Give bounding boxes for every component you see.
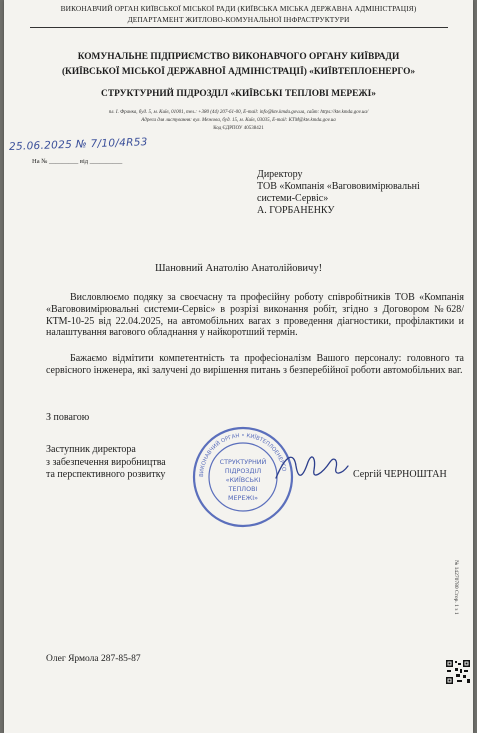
stamp-line5: МЕРЕЖІ»	[227, 494, 259, 502]
stamp-line4: ТЕПЛОВІ	[228, 485, 258, 493]
signatory-name: Сергій ЧЕРНОШТАН	[353, 469, 447, 480]
header-authority: ВИКОНАВЧИЙ ОРГАН КИЇВСЬКОЇ МІСЬКОЇ РАДИ (КИЇВСЬКА МІСЬКА ДЕРЖАВНА АДМІНІСТРАЦІЯ)	[60, 4, 417, 13]
signatory-line1: Заступник директора	[46, 444, 136, 455]
handwritten-signature	[272, 448, 352, 488]
paragraph-1-text: Висловлюємо подяку за своєчасну та професійну роботу співробітників ТОВ «Компанія «Вагововимірювальні системи-Сервіс» в розрізі виконання робіт, згідно з Договором №628/КТМ-10-25 від 22.04.2025, на автомобільних вагах з проведення діагностики, профілактики и налаштування вагового обладнання у найкоротший термін.	[46, 292, 464, 339]
address-line2: Адреса для листування: вул. Межова, буд. 15, м. Київ, 03035, E-mail: KTM@kte.kmda.gov.ua	[141, 118, 336, 123]
header-department: ДЕПАРТАМЕНТ ЖИТЛОВО-КОМУНАЛЬНОЇ ІНФРАСТРУКТУРИ	[127, 15, 350, 24]
stamp-ring-text: ВИКОНАВЧИЙ ОРГАН • КИЇВТЕПЛОЕНЕРГО	[198, 432, 287, 478]
unit-name: СТРУКТУРНИЙ ПІДРОЗДІЛ «КИЇВСЬКІ ТЕПЛОВІ МЕРЕЖІ»	[101, 89, 376, 99]
body-paragraph-1	[46, 292, 464, 339]
paragraph-2-text: Бажаємо відмітити компетентність та професіоналізм Вашого персоналу: головного та сервісного інженера, які залучені до вирішення питань з безперебійної роботи автомобільних ваг.	[46, 353, 464, 376]
ref-label-no: На №	[32, 158, 48, 165]
recipient-block	[257, 169, 420, 217]
org-name-line2: (КИЇВСЬКОЇ МІСЬКОЇ ДЕРЖАВНОЇ АДМІНІСТРАЦІЇ) «КИЇВТЕПЛОЕНЕРГО»	[61, 67, 416, 77]
stamp-line1: СТРУКТУРНИЙ	[219, 458, 267, 466]
recipient-name: А. ГОРБАНЕНКУ	[257, 205, 335, 216]
ref-blank-no: _________	[49, 158, 79, 165]
edrpou-code: Код ЄДРПОУ 40538421	[213, 126, 264, 131]
page-side-code: № 14270780 Стор. 1 з 1	[453, 560, 459, 615]
recipient-title: Директору	[257, 169, 303, 180]
stamp-line2: ПІДРОЗДІЛ	[224, 467, 262, 475]
qr-code-icon	[445, 659, 471, 685]
reference-line	[32, 158, 122, 165]
executor-contact: Олег Ярмола 287-85-87	[46, 654, 141, 664]
closing: З повагою	[46, 412, 90, 423]
signatory-line3: та перспективного розвитку	[46, 469, 166, 480]
recipient-company-line1: ТОВ «Компанія «Вагововимірювальні	[257, 181, 420, 192]
recipient-company-line2: системи-Сервіс»	[257, 193, 329, 204]
stamp-line3: «КИЇВСЬКІ	[225, 476, 261, 484]
body-paragraph-2	[46, 353, 464, 377]
ref-blank-from: __________	[89, 158, 123, 165]
letter-page	[4, 0, 473, 733]
registration-handwritten: 25.06.2025 № 7/10/4R53	[8, 136, 148, 153]
ref-label-from: від	[79, 158, 89, 165]
org-name-line1: КОМУНАЛЬНЕ ПІДПРИЄМСТВО ВИКОНАВЧОГО ОРГАНУ КИЇВРАДИ	[77, 52, 400, 62]
signatory-position	[46, 444, 166, 482]
salutation: Шановний Анатолію Анатолійовичу!	[154, 263, 323, 274]
header-rule-top	[30, 27, 448, 28]
signatory-line2: з забезпечення виробництва	[46, 456, 166, 468]
address-line1: пл. І. Франка, буд. 5, м. Київ, 01001, тел.: +380 (44) 207-61-00, E-mail: info@kte.kmda.gov.ua, сайт: https://kte.kmda.gov.ua/	[108, 110, 369, 115]
